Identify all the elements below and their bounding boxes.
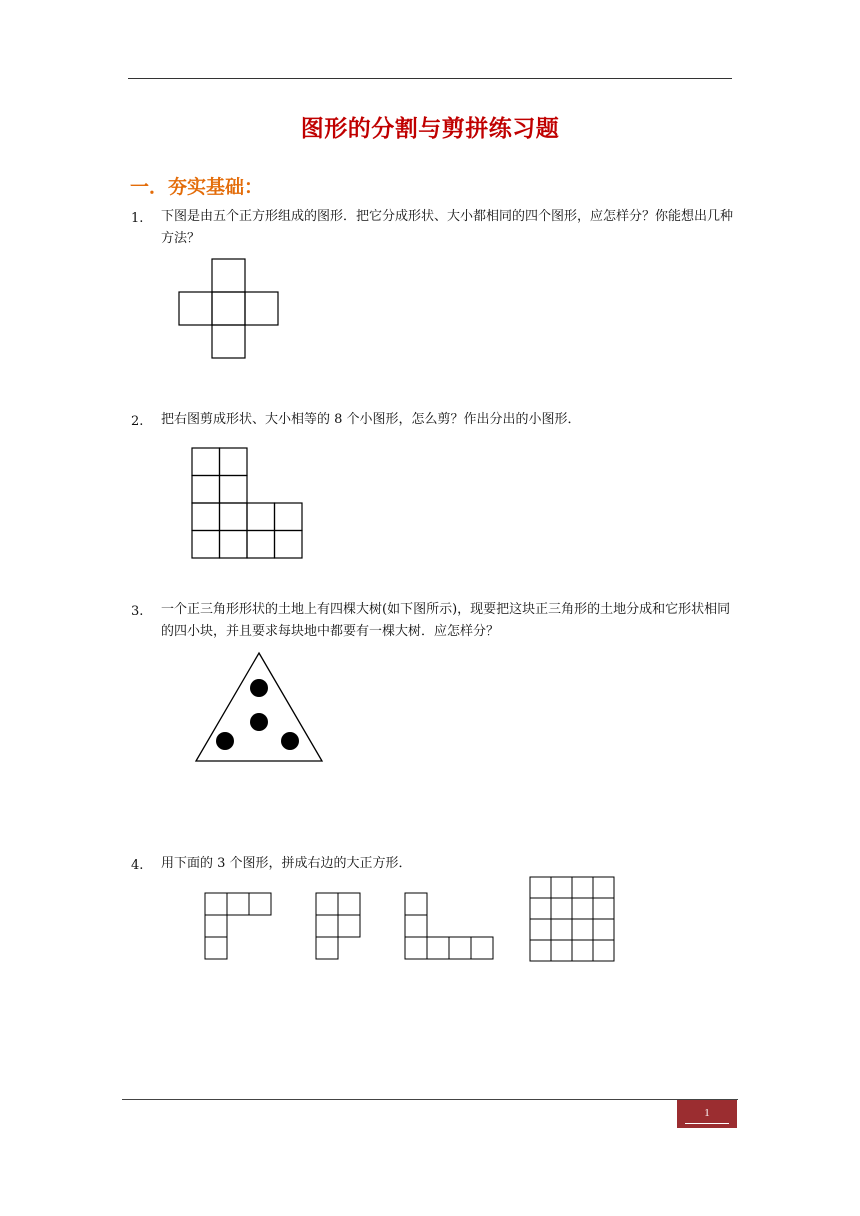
tree-dot-center — [250, 713, 268, 731]
cross-square-center — [212, 292, 245, 325]
question-4-text: 用下面的 3 个图形，拼成右边的大正方形． — [161, 856, 412, 871]
piece-1-figure — [205, 893, 273, 961]
page-number-badge — [677, 1100, 737, 1128]
page-number: 1 — [704, 1107, 710, 1119]
question-4-number: 4. — [131, 858, 144, 873]
tree-dot-right — [281, 732, 299, 750]
piece-3-figure — [405, 893, 495, 961]
question-3-number: 3. — [131, 604, 144, 619]
header-rule — [128, 78, 732, 79]
tree-dot-top — [250, 679, 268, 697]
cross-square-left — [179, 292, 212, 325]
cross-figure — [179, 258, 279, 358]
question-1-text: 下图是由五个正方形组成的图形．把它分成形状、大小都相同的四个图形，应怎样分？你能想出几种方法？ — [161, 209, 734, 246]
triangle-land-figure — [195, 651, 325, 763]
question-2-number: 2. — [131, 414, 144, 429]
equilateral-triangle — [196, 653, 322, 761]
piece-2-figure — [316, 893, 362, 961]
cross-square-right — [245, 292, 278, 325]
question-1-number: 1. — [131, 211, 144, 226]
page-number-underline — [685, 1123, 729, 1124]
footer-rule — [122, 1099, 738, 1100]
cross-square-top — [212, 259, 245, 292]
question-2-text: 把右图剪成形状、大小相等的 8 个小图形，怎么剪？作出分出的小图形． — [161, 412, 581, 427]
tree-dot-left — [216, 732, 234, 750]
section-heading: 一．夯实基础： — [130, 176, 264, 198]
question-3-text: 一个正三角形形状的土地上有四棵大树(如下图所示)，现要把这块正三角形的土地分成和它形状相同的四小块，并且要求每块地中都要有一棵大树．应怎样分？ — [161, 602, 731, 639]
cross-square-bottom — [212, 325, 245, 358]
target-square-figure — [530, 877, 616, 963]
page-title: 图形的分割与剪拼练习题 — [300, 116, 560, 142]
l-shape-grid-figure — [192, 448, 304, 560]
